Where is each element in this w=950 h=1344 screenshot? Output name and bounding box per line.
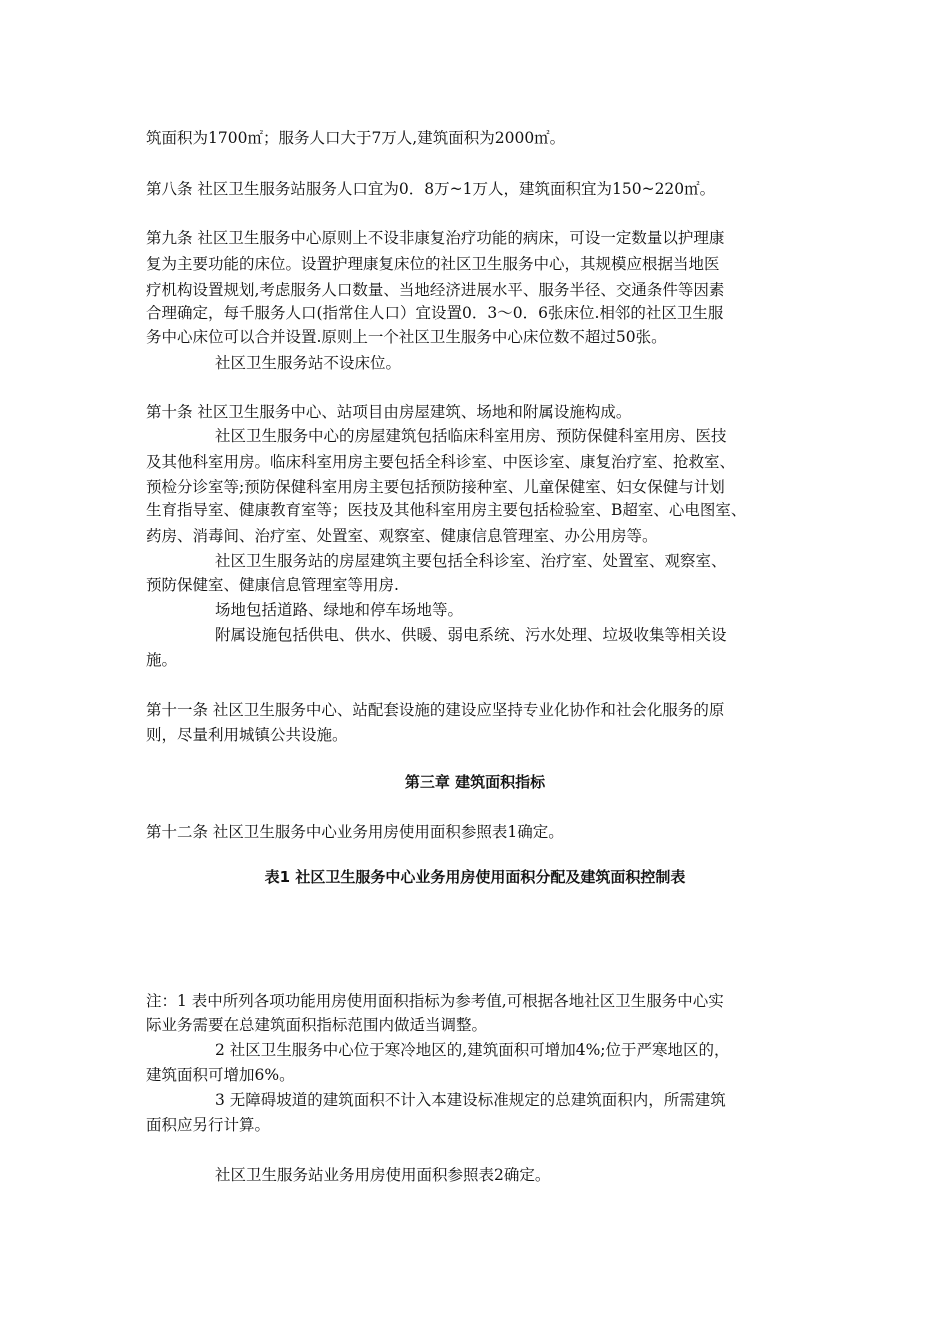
note-line: 建筑面积可增加6%。 [146, 1066, 295, 1084]
article-9-line: 合理确定，每千服务人口(指常住人口）宜设置0．3～0．6张床位.相邻的社区卫生服 [146, 304, 724, 322]
table-1-title: 表1 社区卫生服务中心业务用房使用面积分配及建筑面积控制表 [264, 868, 686, 886]
article-9-line: 疗机构设置规划,考虑服务人口数量、当地经济进展水平、服务半径、交通条件等因素 [146, 281, 725, 299]
article-11-line: 则，尽量利用城镇公共设施。 [146, 726, 348, 744]
article-10-line: 生育指导室、健康教育室等；医技及其他科室用房主要包括检验室、B超室、心电图室、 [146, 501, 747, 519]
article-9-line: 第九条 社区卫生服务中心原则上不设非康复治疗功能的病床，可设一定数量以护理康 [146, 229, 725, 247]
article-10-line: 社区卫生服务中心的房屋建筑包括临床科室用房、预防保健科室用房、医技 [215, 427, 727, 445]
article-10-line: 预防保健室、健康信息管理室等用房. [146, 576, 399, 594]
note-line: 3 无障碍坡道的建筑面积不计入本建设标准规定的总建筑面积内，所需建筑 [215, 1091, 726, 1109]
article-12: 第十二条 社区卫生服务中心业务用房使用面积参照表1确定。 [146, 823, 564, 841]
article-9-line: 社区卫生服务站不设床位。 [215, 354, 402, 372]
article-10-line: 及其他科室用房。临床科室用房主要包括全科诊室、中医诊室、康复治疗室、抢救室、 [146, 453, 736, 471]
chapter-heading: 第三章 建筑面积指标 [404, 773, 546, 791]
note-line: 注：1 表中所列各项功能用房使用面积指标为参考值,可根据各地社区卫生服务中心实 [146, 992, 724, 1010]
article-10-line: 第十条 社区卫生服务中心、站项目由房屋建筑、场地和附属设施构成。 [146, 403, 632, 421]
article-9-line: 复为主要功能的床位。设置护理康复床位的社区卫生服务中心，其规模应根据当地医 [146, 255, 720, 273]
article-10-line: 药房、消毒间、治疗室、处置室、观察室、健康信息管理室、办公用房等。 [146, 527, 658, 545]
note-line: 面积应另行计算。 [146, 1116, 271, 1134]
article-8: 第八条 社区卫生服务站服务人口宜为0．8万~1万人，建筑面积宜为150~220㎡。 [146, 180, 716, 198]
note-line: 2 社区卫生服务中心位于寒冷地区的,建筑面积可增加4%;位于严寒地区的， [215, 1041, 730, 1059]
article-10-line: 施。 [146, 651, 178, 669]
paragraph-line: 筑面积为1700㎡；服务人口大于7万人,建筑面积为2000㎡。 [146, 129, 566, 147]
article-10-line: 场地包括道路、绿地和停车场地等。 [215, 601, 464, 619]
article-10-line: 附属设施包括供电、供水、供暖、弱电系统、污水处理、垃圾收集等相关设 [215, 626, 727, 644]
article-9-line: 务中心床位可以合并设置.原则上一个社区卫生服务中心床位数不超过50张。 [146, 328, 667, 346]
note-line: 际业务需要在总建筑面积指标范围内做适当调整。 [146, 1016, 488, 1034]
article-10-line: 社区卫生服务站的房屋建筑主要包括全科诊室、治疗室、处置室、观察室、 [215, 552, 727, 570]
article-11-line: 第十一条 社区卫生服务中心、站配套设施的建设应坚持专业化协作和社会化服务的原 [146, 701, 725, 719]
article-10-line: 预检分诊室等;预防保健科室用房主要包括预防接种室、儿童保健室、妇女保健与计划 [146, 478, 725, 496]
paragraph-line: 社区卫生服务站业务用房使用面积参照表2确定。 [215, 1166, 551, 1184]
